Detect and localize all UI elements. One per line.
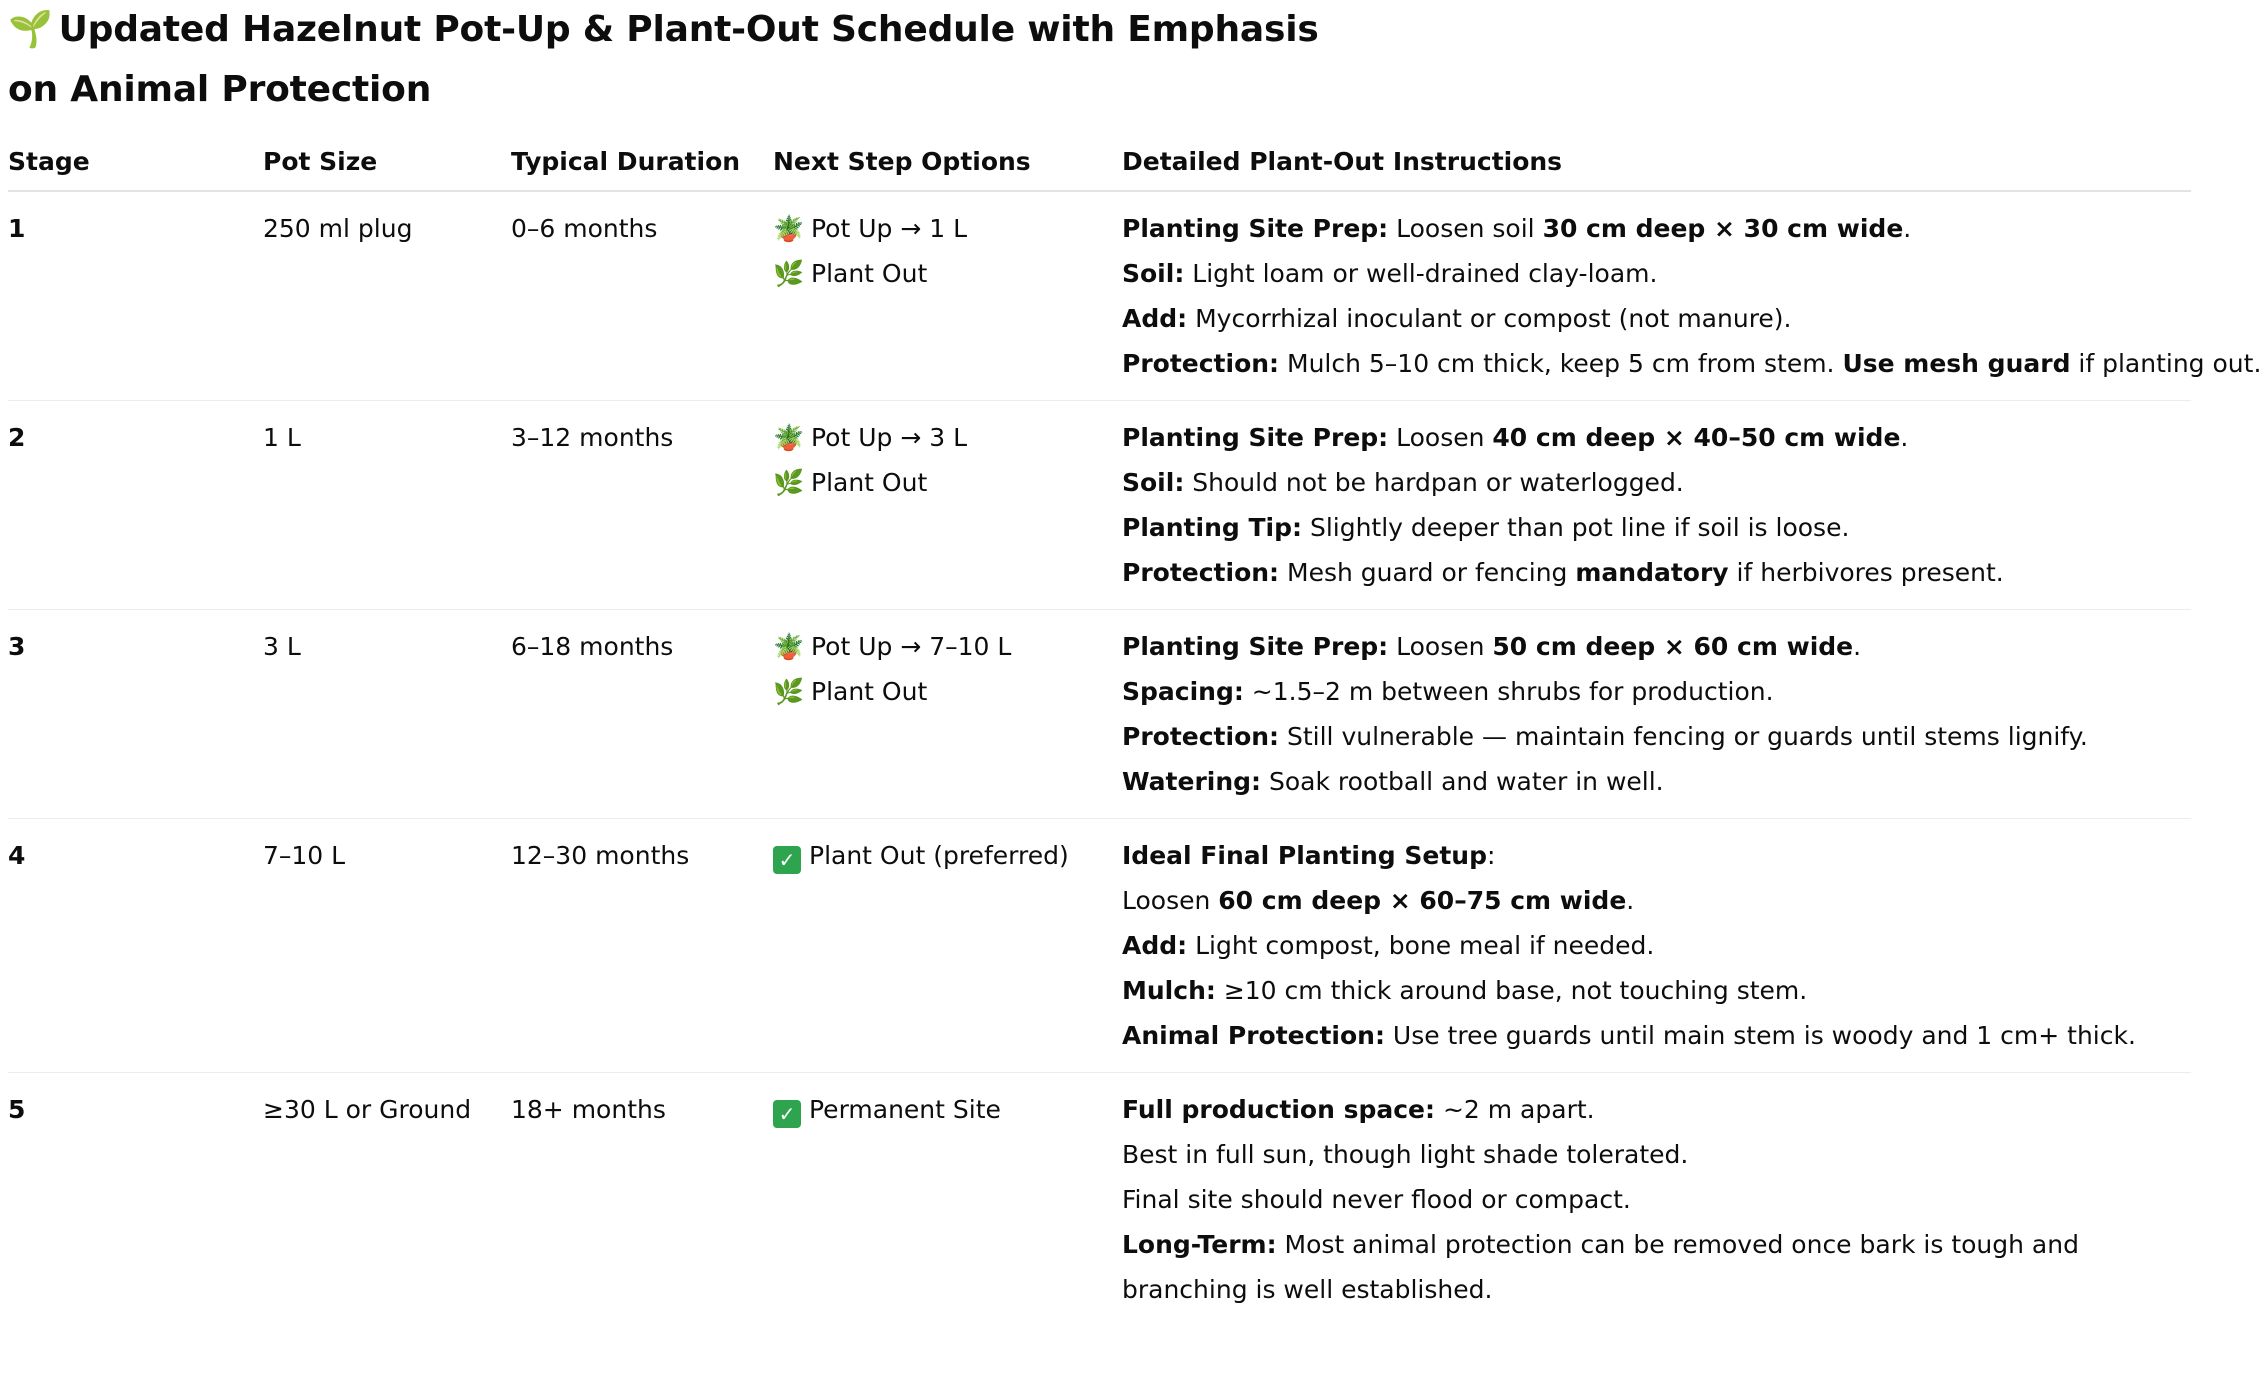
instructions-cell <box>1122 819 2191 1073</box>
instruction-line <box>1122 759 2191 804</box>
instruction-line <box>1122 341 2261 386</box>
option-text: Pot Up → 7–10 L <box>811 632 1012 661</box>
stage-cell: 1 <box>8 191 263 401</box>
table-row <box>8 819 2191 1073</box>
option-line <box>773 251 1122 296</box>
instruction-text: Loosen soil <box>1388 214 1543 243</box>
option-text: Plant Out <box>811 677 928 706</box>
header-stage: Stage <box>8 132 263 191</box>
duration-cell: 18+ months <box>511 1095 666 1124</box>
stage-cell: 2 <box>8 401 263 610</box>
header-duration: Typical Duration <box>511 132 773 191</box>
duration-cell: 0–6 months <box>511 191 773 401</box>
instruction-text: . <box>1900 423 1909 452</box>
instruction-label: Spacing: <box>1122 677 1244 706</box>
instruction-label: Watering: <box>1122 767 1262 796</box>
table-row <box>8 401 2191 610</box>
instruction-line <box>1122 624 2191 669</box>
instruction-line <box>1122 923 2191 968</box>
seedling-icon: 🌱 <box>8 9 53 50</box>
instruction-emphasis: 50 cm deep × 60 cm wide <box>1492 632 1854 661</box>
option-line <box>773 460 1122 505</box>
option-text: Plant Out <box>811 468 928 497</box>
instruction-line <box>1122 714 2191 759</box>
instruction-emphasis: 60 cm deep × 60–75 cm wide <box>1218 886 1627 915</box>
instruction-text: ~1.5–2 m between shrubs for production. <box>1243 677 1774 706</box>
potted-plant-icon: 🪴 <box>773 423 805 452</box>
instruction-line <box>1122 251 2191 296</box>
instruction-line <box>1122 669 2191 714</box>
document <box>8 0 2261 1326</box>
leaf-icon: 🌿 <box>773 259 805 288</box>
option-text: Pot Up → 1 L <box>811 214 968 243</box>
instructions-cell <box>1122 401 2191 610</box>
header-instructions: Detailed Plant-Out Instructions <box>1122 132 2191 191</box>
instruction-text: Mulch 5–10 cm thick, keep 5 cm from stem. <box>1279 349 1843 378</box>
table-row <box>8 610 2191 819</box>
duration-cell: 6–18 months <box>511 610 773 819</box>
instructions-cell <box>1122 610 2191 819</box>
instruction-label: Soil: <box>1122 259 1185 288</box>
instruction-line <box>1122 550 2191 595</box>
instruction-text: Light compost, bone meal if needed. <box>1187 931 1655 960</box>
instruction-label: Protection: <box>1122 558 1280 587</box>
option-text: Plant Out <box>811 259 928 288</box>
instructions-cell <box>1122 191 2261 401</box>
instruction-label: Ideal Final Planting Setup <box>1122 841 1487 870</box>
check-mark-icon: ✓ <box>773 1100 801 1128</box>
instruction-line <box>1122 878 2191 923</box>
pot-size-cell: ≥30 L or Ground <box>263 1095 472 1124</box>
instruction-text: Loosen <box>1388 632 1493 661</box>
instruction-emphasis: mandatory <box>1575 558 1729 587</box>
instruction-text: Most animal protection can be removed once bark is tough and branching is well established. <box>1122 1230 2079 1304</box>
table-row <box>8 1073 2191 1327</box>
instruction-label: Add: <box>1122 931 1188 960</box>
instruction-text: ≥10 cm thick around base, not touching stem. <box>1215 976 1808 1005</box>
pot-size-cell: 3 L <box>263 610 511 819</box>
leaf-icon: 🌿 <box>773 677 805 706</box>
instruction-label: Add: <box>1122 304 1188 333</box>
next-step-cell <box>773 191 1122 401</box>
instruction-label: Planting Tip: <box>1122 513 1302 542</box>
stage-cell: 3 <box>8 610 263 819</box>
pot-size-cell: 250 ml plug <box>263 191 511 401</box>
instruction-text: Loosen <box>1122 886 1219 915</box>
instruction-label: Planting Site Prep: <box>1122 632 1389 661</box>
instruction-text: Loosen <box>1388 423 1493 452</box>
instruction-text: Soak rootball and water in well. <box>1261 767 1664 796</box>
instruction-line <box>1122 415 2191 460</box>
option-line <box>773 1087 1122 1132</box>
instruction-text: Light loam or well-drained clay-loam. <box>1184 259 1658 288</box>
instruction-line <box>1122 460 2191 505</box>
instruction-label: Long-Term: <box>1122 1230 1277 1259</box>
instruction-line <box>1122 206 2191 251</box>
instruction-label: Soil: <box>1122 468 1185 497</box>
option-text: Pot Up → 3 L <box>811 423 968 452</box>
instruction-text: Slightly deeper than pot line if soil is loose. <box>1302 513 1850 542</box>
option-line <box>773 415 1122 460</box>
option-line <box>773 669 1122 714</box>
instruction-line <box>1122 505 2191 550</box>
table-header-row <box>8 132 2191 191</box>
table-row <box>8 191 2191 401</box>
page-title <box>8 0 1368 120</box>
header-next-step: Next Step Options <box>773 132 1122 191</box>
header-pot-size: Pot Size <box>263 132 511 191</box>
instruction-line <box>1122 833 2191 878</box>
next-step-cell <box>773 819 1122 1073</box>
pot-size-cell: 7–10 L <box>263 819 511 1073</box>
leaf-icon: 🌿 <box>773 468 805 497</box>
instructions-cell <box>1122 1073 2191 1327</box>
instruction-label: Planting Site Prep: <box>1122 423 1389 452</box>
instruction-label: Mulch: <box>1122 976 1216 1005</box>
instruction-text: Best in full sun, though light shade tolerated. <box>1122 1140 1689 1169</box>
check-mark-icon: ✓ <box>773 846 801 874</box>
instruction-text: ~2 m apart. <box>1435 1095 1595 1124</box>
instruction-label: Full production space: <box>1122 1095 1436 1124</box>
instruction-text: Mycorrhizal inoculant or compost (not manure). <box>1187 304 1792 333</box>
instruction-label: Planting Site Prep: <box>1122 214 1389 243</box>
instruction-label: Protection: <box>1122 349 1280 378</box>
schedule-table <box>8 132 2261 1326</box>
stage-cell: 5 <box>8 1095 26 1124</box>
instruction-label: Protection: <box>1122 722 1280 751</box>
option-line <box>773 206 1122 251</box>
pot-size-cell: 1 L <box>263 401 511 610</box>
stage-cell: 4 <box>8 819 263 1073</box>
instruction-line <box>1122 1087 2191 1132</box>
page-title-text: Updated Hazelnut Pot-Up & Plant-Out Schedule with Emphasis on Animal Protection <box>8 9 1319 110</box>
option-line <box>773 624 1122 669</box>
option-line <box>773 833 1122 878</box>
instruction-text: Still vulnerable — maintain fencing or guards until stems lignify. <box>1279 722 2088 751</box>
next-step-cell <box>773 401 1122 610</box>
instruction-line <box>1122 968 2191 1013</box>
instruction-line <box>1122 296 2191 341</box>
instruction-text: Should not be hardpan or waterlogged. <box>1184 468 1684 497</box>
next-step-cell <box>773 1073 1122 1327</box>
potted-plant-icon: 🪴 <box>773 632 805 661</box>
next-step-cell <box>773 610 1122 819</box>
instruction-line <box>1122 1132 2191 1177</box>
instruction-text: if herbivores present. <box>1728 558 2004 587</box>
instruction-text: Use tree guards until main stem is woody and 1 cm+ thick. <box>1384 1021 2136 1050</box>
instruction-emphasis: 30 cm deep × 30 cm wide <box>1542 214 1904 243</box>
potted-plant-icon: 🪴 <box>773 214 805 243</box>
instruction-emphasis: Use mesh guard <box>1842 349 2071 378</box>
instruction-text: . <box>1626 886 1635 915</box>
option-text: Plant Out (preferred) <box>809 841 1069 870</box>
duration-cell: 3–12 months <box>511 401 773 610</box>
duration-cell: 12–30 months <box>511 819 773 1073</box>
instruction-text: . <box>1903 214 1912 243</box>
instruction-text: if planting out. <box>2070 349 2261 378</box>
instruction-line <box>1122 1177 2191 1222</box>
instruction-text: : <box>1486 841 1496 870</box>
instruction-line <box>1122 1222 2191 1312</box>
instruction-text: . <box>1853 632 1862 661</box>
instruction-emphasis: 40 cm deep × 40–50 cm wide <box>1492 423 1901 452</box>
instruction-text: Mesh guard or fencing <box>1279 558 1576 587</box>
instruction-label: Animal Protection: <box>1122 1021 1385 1050</box>
instruction-line <box>1122 1013 2191 1058</box>
instruction-text: Final site should never flood or compact. <box>1122 1185 1631 1214</box>
option-text: Permanent Site <box>809 1095 1001 1124</box>
